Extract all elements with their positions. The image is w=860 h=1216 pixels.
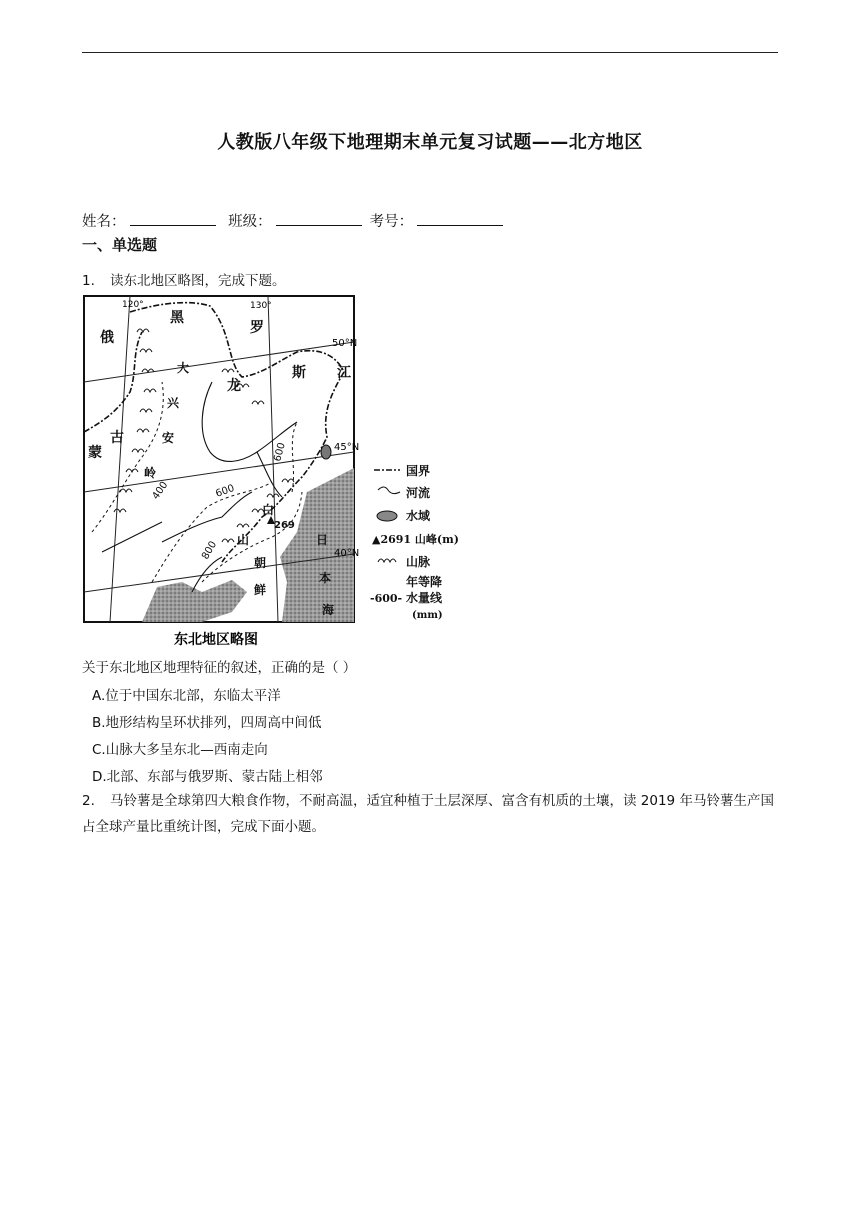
question-number: 2. <box>82 793 95 809</box>
label-ling: 岭 <box>144 466 157 480</box>
page-title: 人教版八年级下地理期末单元复习试题——北方地区 <box>217 132 643 153</box>
class-blank[interactable] <box>276 211 362 226</box>
question-1-intro <box>82 268 286 294</box>
question-text: 读东北地区略图，完成下题。 <box>110 273 286 289</box>
class-label: 班级： <box>228 214 272 230</box>
label-xing: 兴 <box>167 396 180 410</box>
label-ri: 日 <box>316 533 329 547</box>
lat-label-50: 50°N <box>332 338 358 349</box>
label-jiang: 江 <box>337 365 351 381</box>
label-meng: 蒙 <box>88 445 102 461</box>
question-2 <box>82 788 778 840</box>
option-a[interactable]: A.位于中国东北部，东临太平洋 <box>92 688 281 704</box>
lat-label-45: 45°N <box>334 442 360 453</box>
isohyet-label-600a: 600 <box>214 482 236 500</box>
legend-isohyet-text1: 年等降 <box>406 575 443 589</box>
lat-label-40: 40°N <box>334 548 360 559</box>
legend-mountain: 山脉 <box>406 555 431 569</box>
label-gu: 古 <box>110 430 124 446</box>
name-label: 姓名： <box>82 214 126 230</box>
lon-label-130: 130° <box>250 301 272 311</box>
isohyet-label-400: 400 <box>150 479 171 502</box>
isohyet-label-600b: 600 <box>272 441 288 463</box>
student-info-line <box>82 210 511 231</box>
label-bai: 白 <box>262 503 275 517</box>
question-number: 1. <box>82 273 95 289</box>
lon-label-120: 120° <box>122 300 144 310</box>
legend-isohyet-line: -600- <box>370 592 403 605</box>
label-luo: 罗 <box>250 320 264 336</box>
isohyet-label-800: 800 <box>200 539 220 562</box>
label-chao: 朝 <box>254 556 267 570</box>
option-c[interactable]: C.山脉大多呈东北—西南走向 <box>92 742 268 758</box>
question-text: 马铃薯是全球第四大粮食作物，不耐高温，适宜种植于土层深厚、富含有机质的土壤，读 2019 年马铃薯生产国占全球产量比重统计图，完成下面小题。 <box>82 793 774 835</box>
peak-label: 269 <box>274 520 295 531</box>
legend-border: 国界 <box>406 464 431 478</box>
label-ben: 本 <box>319 571 332 585</box>
label-e: 俄 <box>100 330 114 346</box>
exam-label: 考号： <box>369 214 414 230</box>
legend-isohyet-unit: (mm) <box>412 610 443 621</box>
label-an: 安 <box>162 431 175 445</box>
label-hai: 海 <box>322 603 335 617</box>
label-long: 龙 <box>227 378 241 394</box>
label-da: 大 <box>177 361 190 375</box>
question-1-stem: 关于东北地区地理特征的叙述，正确的是（ ） <box>82 660 357 676</box>
label-hei: 黑 <box>170 310 184 326</box>
option-b[interactable]: B.地形结构呈环状排列，四周高中间低 <box>92 715 322 731</box>
exam-blank[interactable] <box>417 211 503 226</box>
northeast-map-figure <box>82 292 472 654</box>
legend-peak: ▲2691 山峰(m) <box>372 533 459 546</box>
label-shan: 山 <box>237 533 250 547</box>
legend-river: 河流 <box>406 486 431 500</box>
section-heading: 一、单选题 <box>82 236 158 254</box>
header-rule <box>82 52 778 53</box>
label-xian: 鲜 <box>254 583 267 597</box>
name-blank[interactable] <box>130 211 216 226</box>
option-d[interactable]: D.北部、东部与俄罗斯、蒙古陆上相邻 <box>92 769 323 785</box>
label-si: 斯 <box>292 365 306 381</box>
map-caption: 东北地区略图 <box>174 632 258 648</box>
legend-isohyet-text2: 水量线 <box>406 591 443 605</box>
legend-water: 水域 <box>406 509 431 523</box>
